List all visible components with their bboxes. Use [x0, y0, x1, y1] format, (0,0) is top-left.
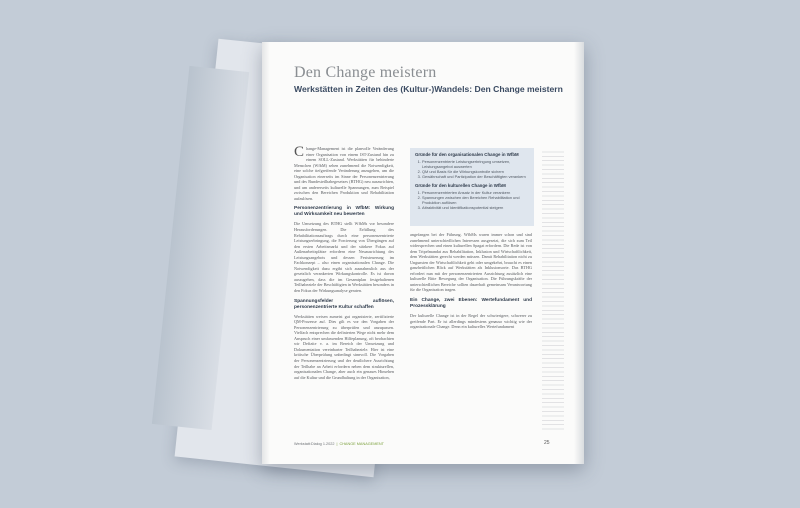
publication-name: Werkstatt:Dialog 1.2022 [294, 442, 335, 446]
left-column [294, 146, 394, 385]
reasons-box [410, 148, 534, 226]
list-item: 2. QM und Basis für die Wirkungskontrolle sichern [422, 169, 529, 174]
right-column-edge [542, 148, 564, 433]
intro-paragraph [294, 146, 394, 201]
reasons-heading-cultural: Gründe für den kulturellen Change in WfbM [415, 183, 506, 188]
list-item: 1. Personenzentrierten Ansatz in der Kultur verankern [422, 190, 529, 195]
list-item: 1. Personenzentrierte Leistungserbringung umsetzen, Leistungsangebot auswerten [422, 159, 529, 169]
reasons-list-organisational [415, 159, 529, 179]
drop-cap: C [294, 144, 305, 160]
mid-text: angefangen bei der Führung. WfbMs waren immer schon und sind zunehmend unterschiedlichen Interessen ausgesetzt, die sich zum Teil widersprechen und einen kulturellen Spagat erfordern. Die Rede ist von dem Tripelmandat aus Rehabilitation, Inklusion und Wirtschaftlichkeit, dem Werkstätten gerecht werden müssen. Damit Rehabilitation nicht zu Ungunsten der Wirtschaftlichkeit geht oder umgekehrt, braucht es einen ganzheitlichen Blick auf Werkstätten als Inklusionsorte. Das BTHG erfordert nun mit der personenzentrierten Ausrichtung zusätzlich eine kulturelle Bitte Bewegung der Organisation. Die Führungskräfte der unterschiedlichen Bereiche sollten dauerhaft gemeinsam Verantwortung für die Organisation tragen. [410, 232, 532, 293]
footer-separator: | [336, 442, 338, 446]
section-name: CHANGE MANAGEMENT [339, 442, 384, 446]
list-item: 3. Gewährschaft und Partizipation der Beschäftigten verankern [422, 174, 529, 179]
section1-text: Die Umsetzung des BTHG stellt WfbMs vor besondere Herausforderungen. Die Erfüllung des Rehabilitationsauftrags durch eine personenzentrierte Leistungserbringung, die Forcierung von Übergängen auf den ersten Arbeitsmarkt und der stärkere Fokus auf Außenarbeitsplätze erfordern eine Neuausrichtung des Leistungsangebots und dessen Feststeuerung im Fachkonzept – also einen organisationalen Change. Die Notwendigkeit dazu ergibt sich ausnahmslich aus der gesetzlich verankerten Wirkungskontrolle. Es ist davon auszugehen, dass die im Gesamtplan festgehaltenen Teilhabeziele der Beschäftigten in Werkstätten besonders in den Fokus der Wirkungsanalyse geraten. [294, 221, 394, 294]
page-subtitle: Werkstätten in Zeiten des (Kultur-)Wandels: Den Change meistern [294, 84, 563, 94]
page-number: 25 [544, 440, 550, 446]
reasons-list-cultural [415, 190, 529, 210]
section2-text: Werkstätten weisen zumeist gut organisierte, zertifizierte QM-Prozesse auf. Dies gilt es vor den Vorgaben der Personenzentrierung zu überprüfen und anzupassen. Vielfach entsprechen die definierten Wege nicht mehr dem Anspruch einer umfassenden Hilfeplanung, oft beobachten wir Defizite v. a. im Bereich der Umsetzung und Dokumentation vereinbarter Teilhabeziele. Hier ist eine kritische Überprüfung unbedingt sinnvoll. Die Vorgaben der Personenzentrierung und der deutlichere Ausrichtung der Teilhabe an Arbeit erfordern neben dem strukturellen, organisationalen Change, aber auch ein genaues Hinsehen auf die Kultur und die Grundhaltung in der Organisation, [294, 313, 394, 380]
list-item: 3. Attraktivität und Identifikationspotential steigern [422, 205, 529, 210]
list-item: 2. Spannungen zwischen den Bereichen Rehabilitation und Produktion auflösen [422, 195, 529, 205]
section3-heading: Ein Change, zwei Ebenen: Wertefundament und Prozessklärung [410, 298, 532, 310]
magazine-page [262, 42, 584, 464]
reasons-heading-organisational: Gründe für den organisationalen Change in WfbM [415, 152, 519, 157]
section1-heading: Personenzentrierung in WfbM: Wirkung und Wirksamkeit neu bewerten [294, 206, 394, 218]
section2-heading: Spannungsfelder auflösen, personenzentrierte Kultur schaffen [294, 298, 394, 310]
intro-text: hange-Management ist die planvolle Veränderung einer Organisation von einem IST-Zustand hin zu einem SOLL-Zustand. Werkstätten für behinderte Menschen (WfbM) sehen zunehmend die Notwendigkeit, eine solche tiefgreifende Veränderung anzugehen, um die Organisation einerseits im Sinne der Personenzentrierung und des Bundesteilhabegesetzes (BTHG) neu auszurichten, und um andererseits kulturelle Spannungen, zum Beispiel zwischen den Bereichen Produktion und Rehabilitation aufzulösen. [294, 146, 394, 201]
page-footer [294, 442, 384, 446]
section3-text: Der kulturelle Change ist in der Regel der schwierigere, schwerer zu greifende Part. Er ist allerdings mindestens genauso wichtig wie der organisationale Change. Denn ein kulturelles Wertefundament [410, 313, 532, 330]
page-title: Den Change meistern [294, 64, 437, 81]
middle-column [410, 232, 532, 335]
